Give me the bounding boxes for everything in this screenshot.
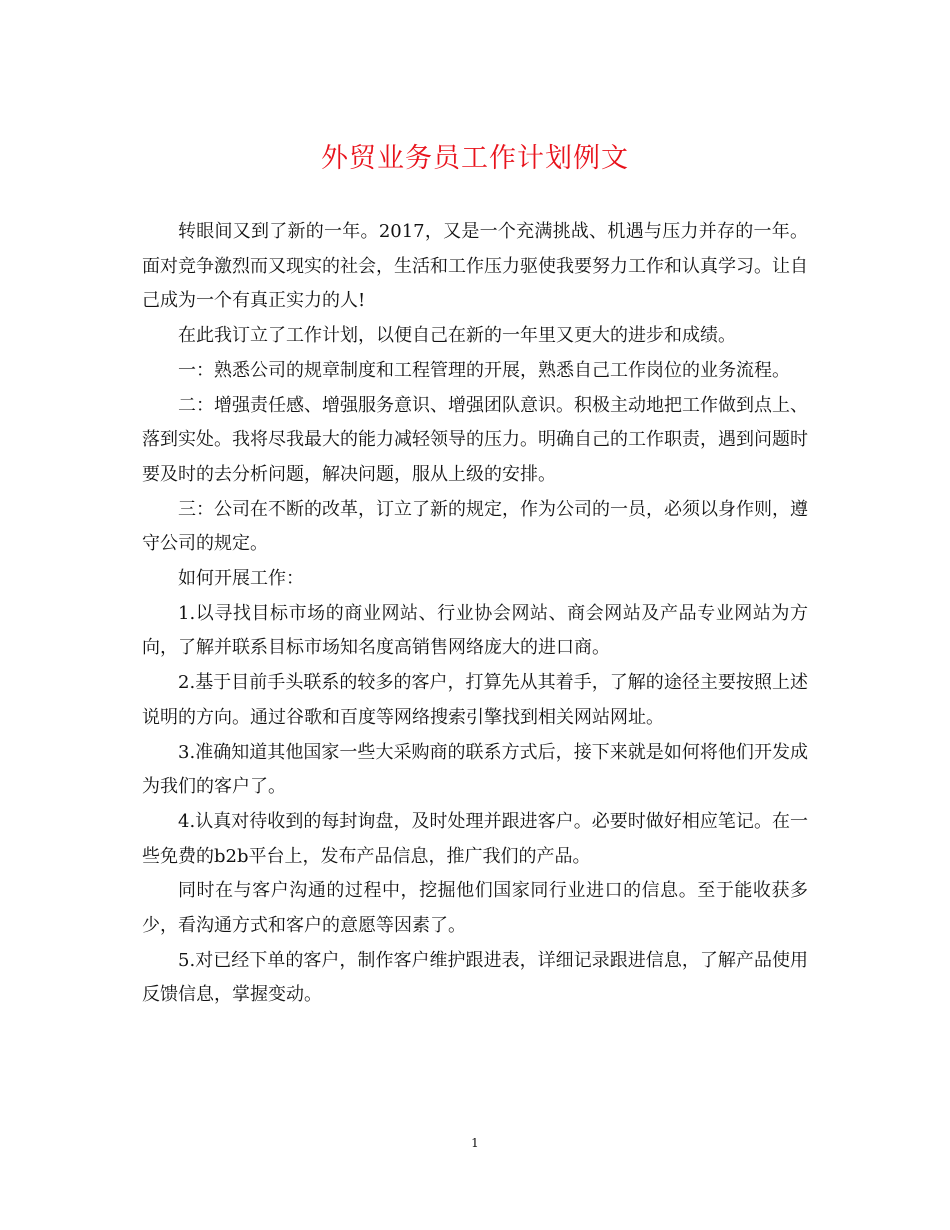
page-number: 1 xyxy=(471,1136,479,1150)
document-body xyxy=(142,215,808,1013)
paragraph-point-three: 三：公司在不断的改革，订立了新的规定，作为公司的一员，必须以身作则，遵守公司的规定。 xyxy=(142,498,808,555)
paragraph-step-4: 4.认真对待收到的每封询盘，及时处理并跟进客户。必要时做好相应笔记。在一些免费的b2b平台上，发布产品信息，推广我们的产品。 xyxy=(142,810,808,867)
paragraph-point-one: 一：熟悉公司的规章制度和工程管理的开展，熟悉自己工作岗位的业务流程。 xyxy=(178,359,790,381)
document-title: 外贸业务员工作计划例文 xyxy=(321,143,629,174)
paragraph-point-two: 二：增强责任感、增强服务意识、增强团队意识。积极主动地把工作做到点上、落到实处。我将尽我最大的能力减轻领导的压力。明确自己的工作职责，遇到问题时要及时的去分析问题，解决问题，服从上级的安排。 xyxy=(142,394,808,485)
paragraph-communication: 同时在与客户沟通的过程中，挖掘他们国家同行业进口的信息。至于能收获多少，看沟通方式和客户的意愿等因素了。 xyxy=(142,880,808,937)
paragraph-step-5: 5.对已经下单的客户，制作客户维护跟进表，详细记录跟进信息，了解产品使用反馈信息，掌握变动。 xyxy=(142,949,808,1006)
paragraph-step-2: 2.基于目前手头联系的较多的客户，打算先从其着手，了解的途径主要按照上述说明的方向。通过谷歌和百度等网络搜索引擎找到相关网站网址。 xyxy=(142,672,808,728)
paragraph-plan: 在此我订立了工作计划，以便自己在新的一年里又更大的进步和成绩。 xyxy=(178,325,736,347)
paragraph-how-to-work: 如何开展工作： xyxy=(178,568,304,590)
paragraph-step-1: 1.以寻找目标市场的商业网站、行业协会网站、商会网站及产品专业网站为方向，了解并联系目标市场知名度高销售网络庞大的进口商。 xyxy=(142,602,808,659)
paragraph-intro: 转眼间又到了新的一年。2017，又是一个充满挑战、机遇与压力并存的一年。面对竞争激烈而又现实的社会，生活和工作压力驱使我要努力工作和认真学习。让自己成为一个有真正实力的人! xyxy=(142,221,808,312)
paragraph-step-3: 3.准确知道其他国家一些大采购商的联系方式后，接下来就是如何将他们开发成为我们的客户了。 xyxy=(142,741,808,798)
